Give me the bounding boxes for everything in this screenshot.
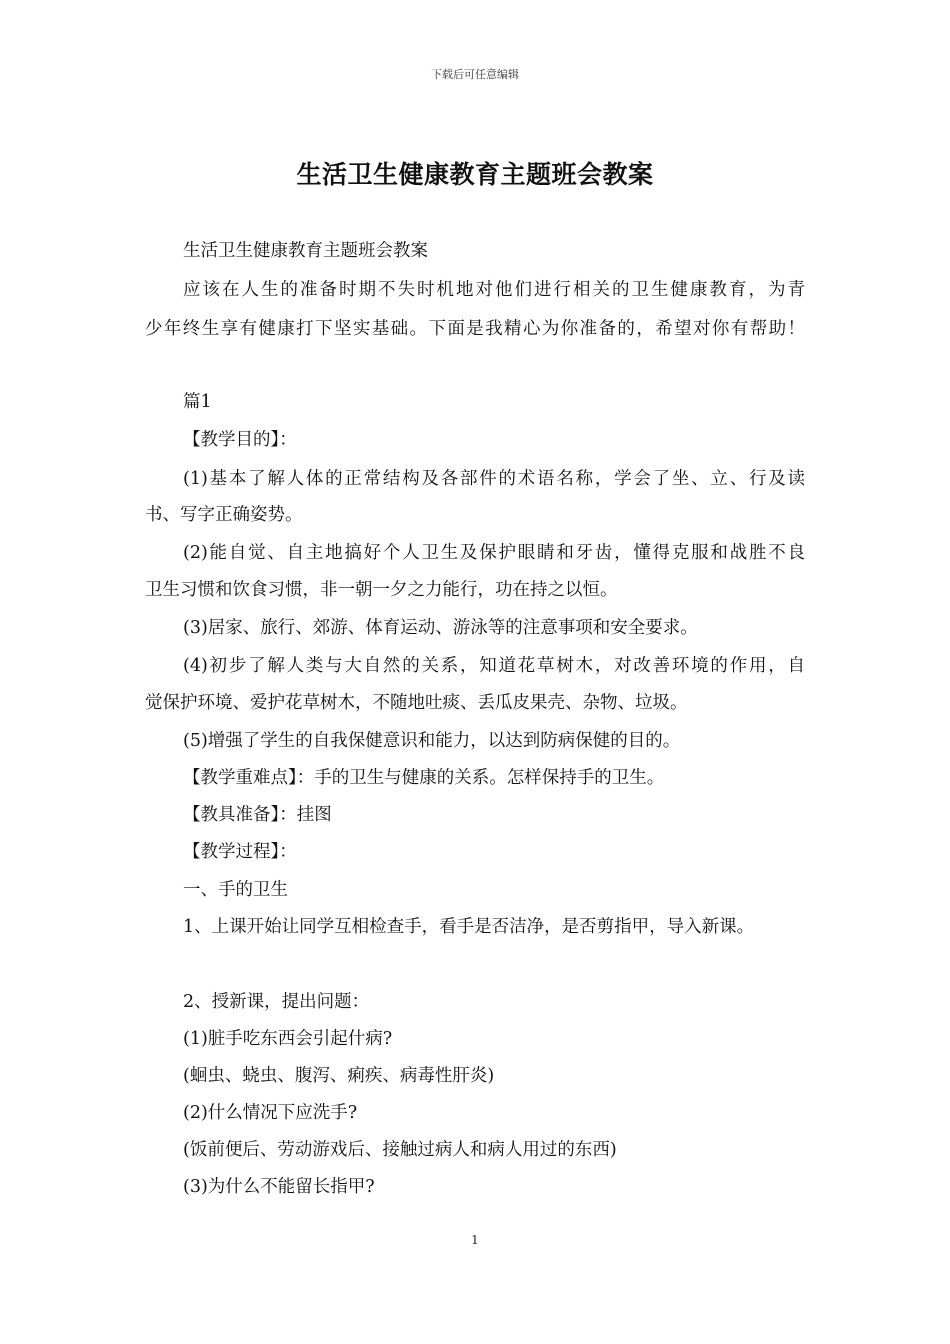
objective-4-line-2: 觉保护环境、爱护花草树木，不随地吐痰、丢瓜皮果壳、杂物、垃圾。 bbox=[145, 693, 688, 713]
intro-line-2: 少年终生享有健康打下坚实基础。下面是我精心为你准备的，希望对你有帮助！ bbox=[145, 319, 805, 339]
objective-2-line-2: 卫生习惯和饮食习惯，非一朝一夕之力能行，功在持之以恒。 bbox=[145, 580, 618, 600]
question-3: (3)为什么不能留长指甲? bbox=[183, 1177, 375, 1197]
key-difficulty: 【教学重难点】：手的卫生与健康的关系。怎样保持手的卫生。 bbox=[183, 768, 665, 788]
page-number: 1 bbox=[471, 1233, 479, 1247]
process-step-2: 2、授新课，提出问题： bbox=[183, 992, 370, 1012]
objective-3: (3)居家、旅行、郊游、体育运动、游泳等的注意事项和安全要求。 bbox=[183, 618, 698, 638]
page-header: 下载后可任意编辑 bbox=[431, 68, 519, 81]
teaching-aids: 【教具准备】：挂图 bbox=[183, 805, 332, 825]
question-1: (1)脏手吃东西会引起什病? bbox=[183, 1029, 393, 1049]
answer-1: (蛔虫、蛲虫、腹泻、痢疾、病毒性肝炎) bbox=[183, 1066, 495, 1086]
answer-2: (饭前便后、劳动游戏后、接触过病人和病人用过的东西) bbox=[183, 1140, 617, 1160]
intro-line-1: 应该在人生的准备时期不失时机地对他们进行相关的卫生健康教育，为青 bbox=[183, 280, 805, 300]
heading-objectives: 【教学目的】： bbox=[183, 430, 297, 450]
section-label: 篇1 bbox=[183, 392, 212, 412]
question-2: (2)什么情况下应洗手? bbox=[183, 1103, 358, 1123]
objective-5: (5)增强了学生的自我保健意识和能力，以达到防病保健的目的。 bbox=[183, 731, 681, 751]
objective-2-line-1: (2)能自觉、自主地搞好个人卫生及保护眼睛和牙齿，懂得克服和战胜不良 bbox=[183, 543, 805, 563]
objective-1-line-2: 书、写字正确姿势。 bbox=[145, 505, 303, 525]
process-step-1: 1、上课开始让同学互相检查手，看手是否洁净，是否剪指甲，导入新课。 bbox=[183, 917, 755, 937]
subtitle-line: 生活卫生健康教育主题班会教案 bbox=[183, 241, 428, 261]
objective-1-line-1: (1)基本了解人体的正常结构及各部件的术语名称，学会了坐、立、行及读 bbox=[183, 469, 805, 489]
objective-4-line-1: (4)初步了解人类与大自然的关系，知道花草树木，对改善环境的作用，自 bbox=[183, 656, 805, 676]
document-title: 生活卫生健康教育主题班会教案 bbox=[296, 160, 654, 189]
process-part-1: 一、手的卫生 bbox=[183, 880, 288, 900]
heading-process: 【教学过程】： bbox=[183, 842, 297, 862]
